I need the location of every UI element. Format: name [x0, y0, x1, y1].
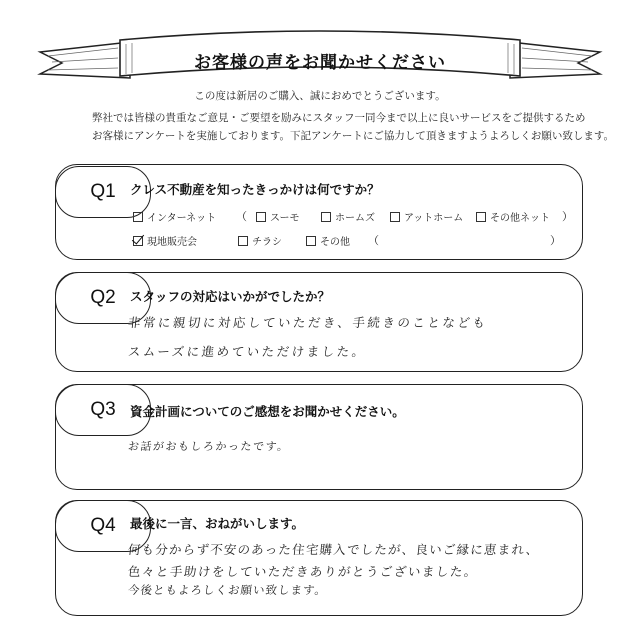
- q2-question: スタッフの対応はいかがでしたか？: [130, 289, 331, 304]
- option-onsite-sale[interactable]: 現地販売会: [133, 233, 197, 248]
- q2-label: Q2: [55, 272, 151, 324]
- checkbox-icon: [306, 236, 316, 246]
- intro-line-3: お客様にアンケートを実施しております。下記アンケートにご協力して頂きますようよろしくお願い致します。: [92, 130, 615, 142]
- checkbox-icon: [390, 212, 400, 222]
- checkbox-icon: [133, 212, 143, 222]
- q4-label: Q4: [55, 500, 151, 552]
- open-paren: （: [368, 234, 379, 247]
- q4-answer-line-3: 今後ともよろしくお願い致します。: [127, 583, 328, 597]
- close-paren: ）: [550, 234, 561, 247]
- q1-label: Q1: [55, 166, 151, 218]
- checkbox-icon: [476, 212, 486, 222]
- q1-question: クレス不動産を知ったきっかけは何ですか？: [130, 182, 380, 197]
- checkbox-icon: [321, 212, 331, 222]
- intro-line-2: 弊社では皆様の貴重なご意見・ご要望を励みにスタッフ一同今まで以上に良いサービスをご提供するため: [92, 112, 586, 124]
- page-title: お客様の声をお聞かせください: [194, 53, 446, 73]
- q3-answer-line-1: お話がおもしろかったです。: [127, 440, 291, 453]
- q3-question: 資金計画についてのご感想をお聞かせください。: [130, 404, 405, 419]
- checkbox-checked-icon: [133, 236, 143, 246]
- option-other-net[interactable]: その他ネット: [476, 209, 550, 224]
- q2-answer-line-2: スムーズに進めていただけました。: [127, 344, 368, 359]
- intro-line-1: この度は新居のご購入、誠におめでとうございます。: [194, 90, 446, 102]
- q3-label: Q3: [55, 384, 151, 436]
- option-athome[interactable]: アットホーム: [390, 209, 463, 224]
- close-paren: ）: [562, 210, 573, 223]
- option-suumo[interactable]: スーモ: [256, 209, 300, 224]
- checkbox-icon: [238, 236, 248, 246]
- q4-answer-line-2: 色々と手助けをしていただきありがとうございました。: [127, 564, 479, 579]
- option-homes[interactable]: ホームズ: [321, 209, 375, 224]
- q4-answer-line-1: 何も分からず不安のあった住宅購入でしたが、良いご縁に恵まれ、: [127, 542, 541, 557]
- checkbox-icon: [256, 212, 266, 222]
- q2-answer-line-1: 非常に親切に対応していただき、手続きのことなども: [127, 315, 489, 330]
- option-internet[interactable]: インターネット: [133, 209, 216, 224]
- option-other[interactable]: その他: [306, 233, 350, 248]
- ribbon-banner: [0, 0, 640, 90]
- q4-question: 最後に一言、おねがいします。: [130, 516, 305, 531]
- open-paren: （: [236, 210, 247, 223]
- option-flyer[interactable]: チラシ: [238, 233, 282, 248]
